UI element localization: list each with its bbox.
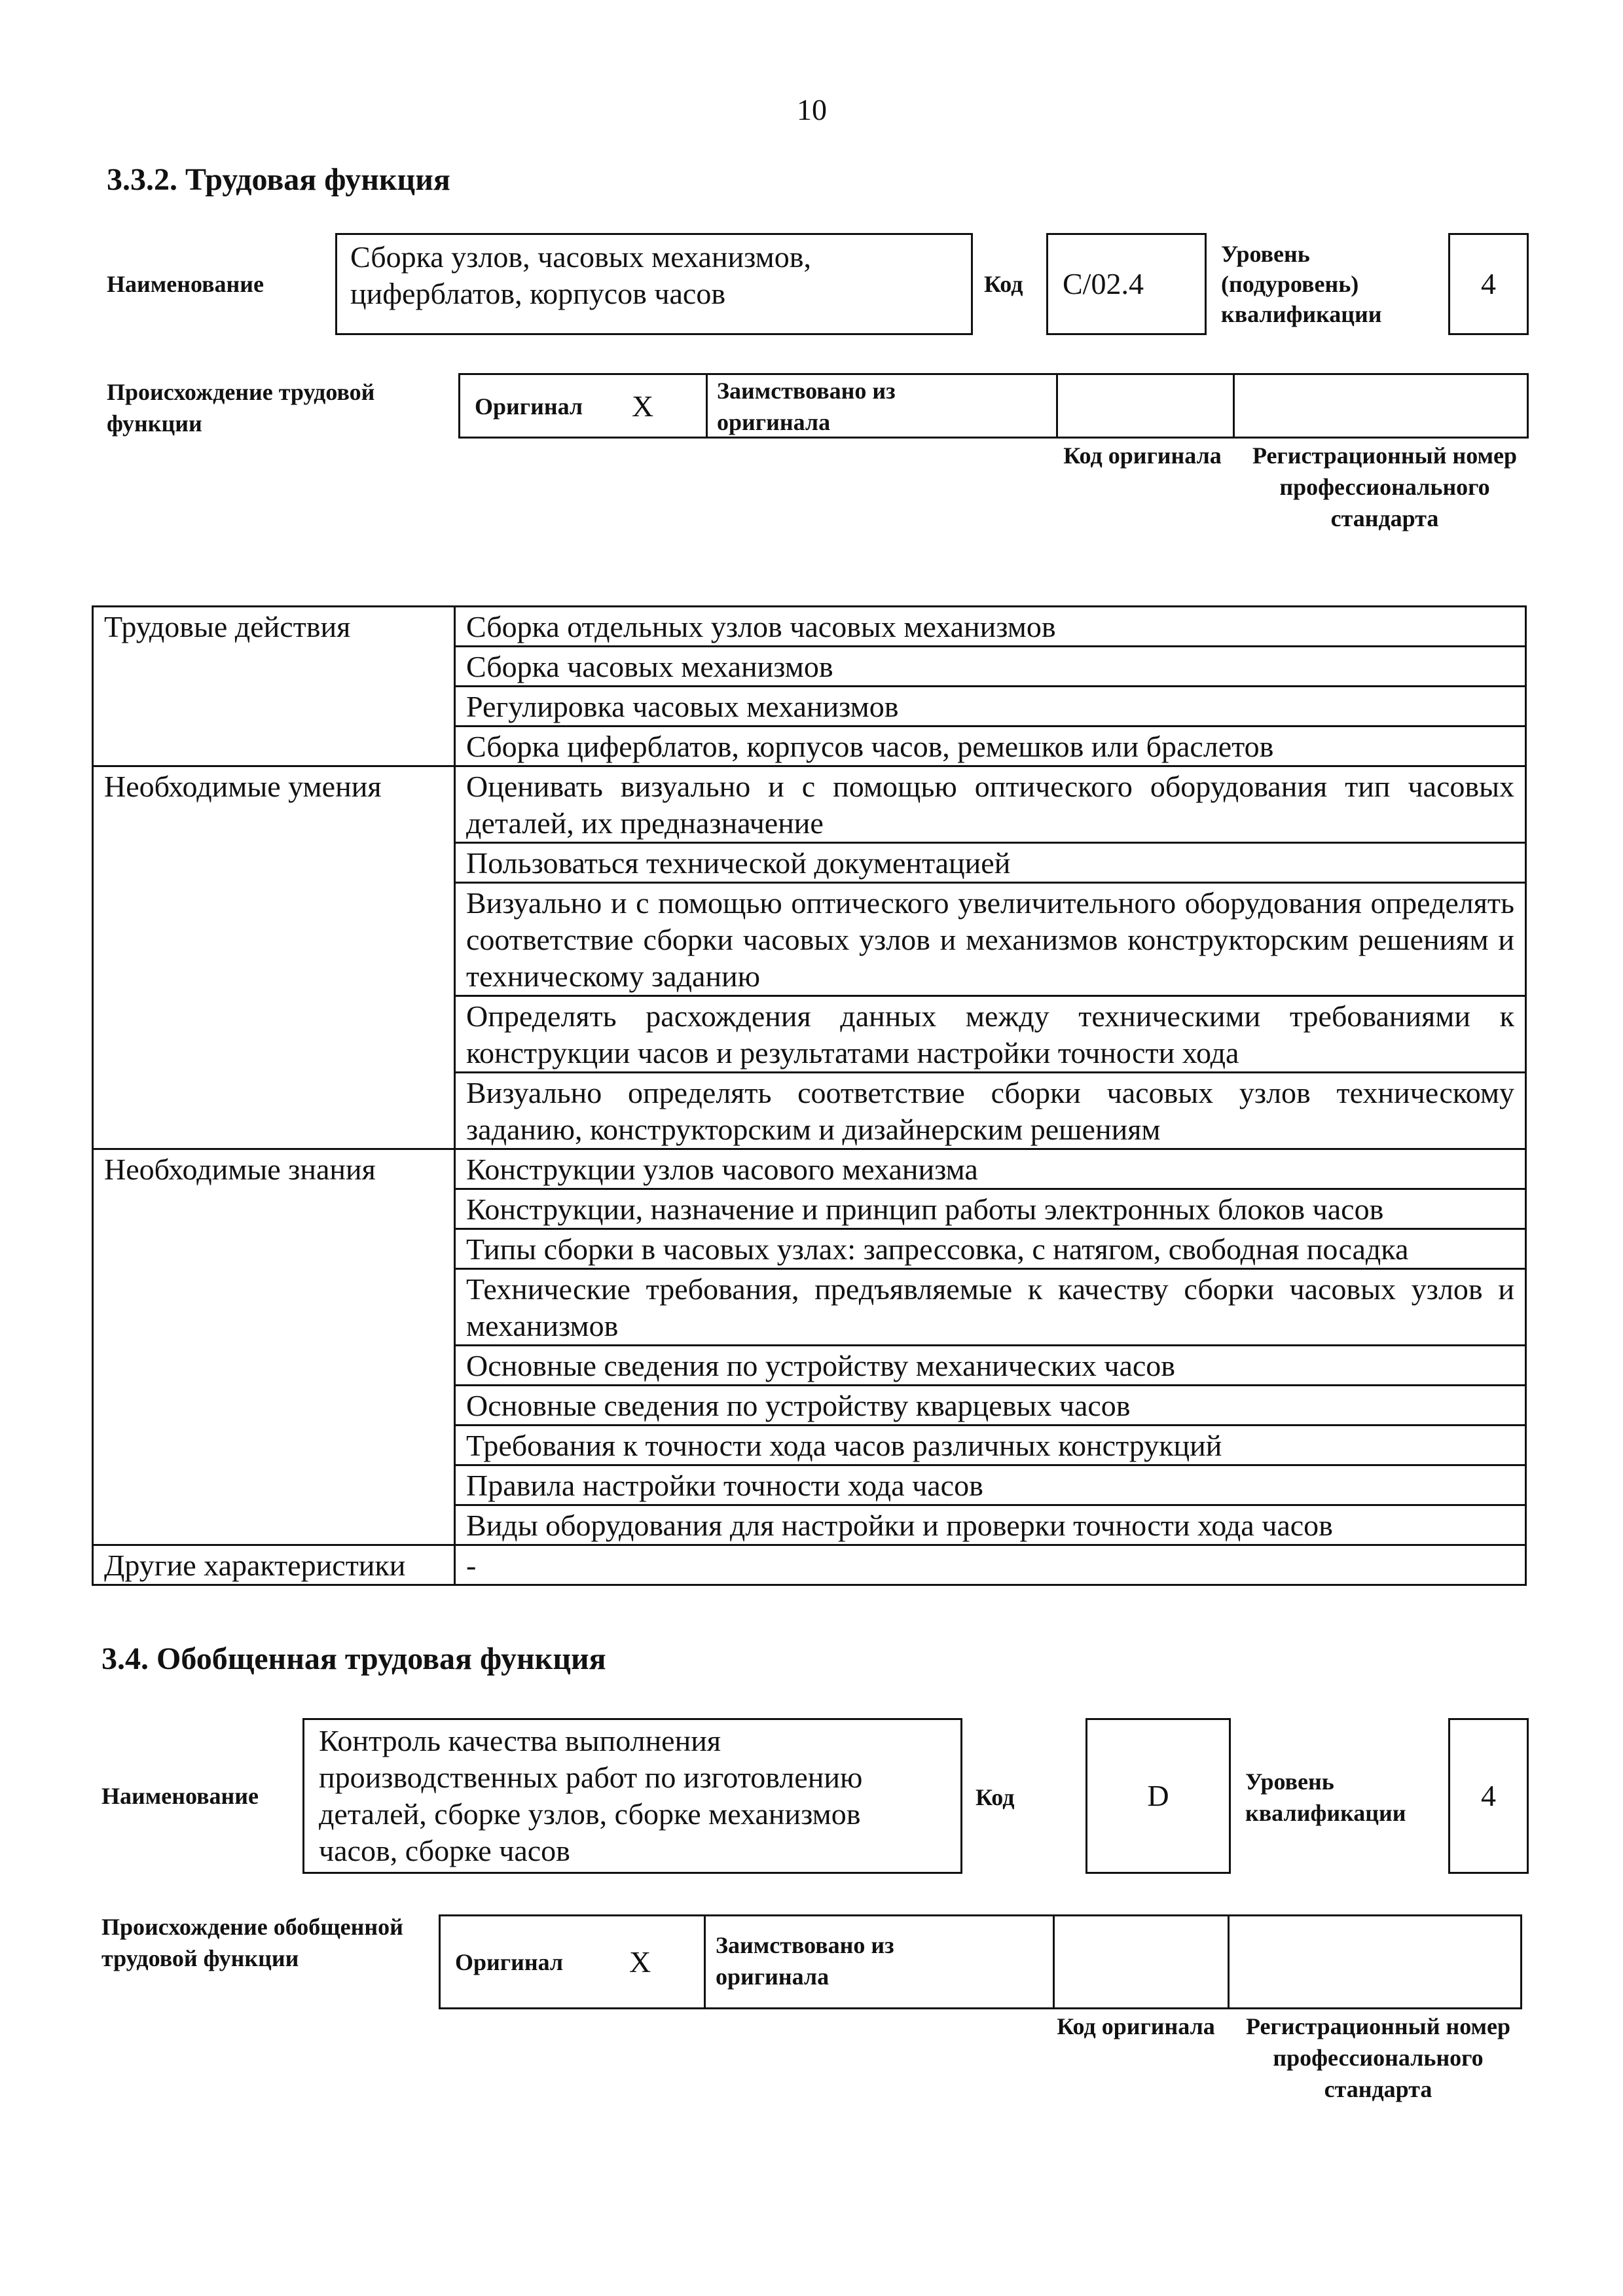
reg-number-label-34: Регистрационный номер профессионального стандарта — [1245, 2013, 1511, 2102]
table-cell: Определять расхождения данных между техническими требованиями к конструкции часов и результатами настройки точности хода — [455, 996, 1526, 1073]
table-cell: Визуально определять соответствие сборки часовых узлов техническому заданию, конструкторским и дизайнерским решениям — [455, 1073, 1526, 1149]
origin-divider-34-3 — [1228, 1916, 1230, 2007]
original-label-34: Оригинал — [455, 1949, 564, 1975]
name-label-34: Наименование — [101, 1783, 259, 1809]
table-row — [93, 607, 1526, 647]
origin-row-34 — [439, 1914, 1522, 2009]
reg-number-label: Регистрационный номер профессионального стандарта — [1252, 442, 1518, 531]
table-row — [93, 766, 1526, 843]
origin-divider-2 — [1056, 375, 1058, 437]
category-labor-actions: Трудовые действия — [93, 607, 455, 766]
level-value-field: 4 — [1448, 233, 1529, 335]
table-cell: Основные сведения по устройству кварцевых часов — [455, 1386, 1526, 1426]
table-cell: Требования к точности хода часов различных конструкций — [455, 1426, 1526, 1465]
original-label: Оригинал — [475, 393, 583, 420]
borrowed-label-34: Заимствовано из оригинала — [716, 1932, 894, 1990]
level-label-34: Уровень квалификации — [1245, 1768, 1406, 1826]
code-value-field-34: D — [1085, 1718, 1231, 1874]
code-label: Код — [984, 271, 1023, 297]
original-mark-34: X — [629, 1945, 651, 1979]
table-cell: Визуально и с помощью оптического увеличительного оборудования определять соответствие сборки часовых узлов и механизмов конструкторским решениям и техническому заданию — [455, 883, 1526, 996]
origin-divider-3 — [1233, 375, 1235, 437]
function-name-field-34: Контроль качества выполнения производственных работ по изготовлению деталей, сборке узлов, сборке механизмов часов, сборке часов — [302, 1718, 962, 1874]
table-cell: Сборка часовых механизмов — [455, 647, 1526, 687]
section-heading-332: 3.3.2. Трудовая функция — [107, 162, 450, 197]
origin-divider-34-2 — [1053, 1916, 1055, 2007]
table-cell: Типы сборки в часовых узлах: запрессовка, с натягом, свободная посадка — [455, 1229, 1526, 1269]
table-cell: Сборка отдельных узлов часовых механизмов — [455, 607, 1526, 647]
level-label: Уровень (подуровень) квалификации — [1221, 241, 1382, 327]
origin-divider-1 — [706, 375, 708, 437]
table-cell: Технические требования, предъявляемые к качеству сборки часовых узлов и механизмов — [455, 1269, 1526, 1346]
code-label-34: Код — [976, 1784, 1015, 1810]
original-code-label: Код оригинала — [1063, 442, 1222, 469]
origin-label-34: Происхождение обобщенной трудовой функции — [101, 1914, 403, 1971]
table-cell: Основные сведения по устройству механических часов — [455, 1346, 1526, 1386]
original-code-label-34: Код оригинала — [1057, 2013, 1215, 2039]
table-cell: - — [455, 1545, 1526, 1585]
category-required-knowledge: Необходимые знания — [93, 1149, 455, 1545]
original-mark: X — [632, 389, 654, 423]
section-heading-34: 3.4. Обобщенная трудовая функция — [101, 1641, 606, 1676]
function-details-table — [92, 605, 1527, 1586]
table-cell: Сборка циферблатов, корпусов часов, ремешков или браслетов — [455, 726, 1526, 766]
table-cell: Оценивать визуально и с помощью оптического оборудования тип часовых деталей, их предназначение — [455, 766, 1526, 843]
level-value-field-34: 4 — [1448, 1718, 1529, 1874]
table-row — [93, 1149, 1526, 1189]
origin-row — [458, 373, 1529, 439]
category-other: Другие характеристики — [93, 1545, 455, 1585]
table-cell: Конструкции узлов часового механизма — [455, 1149, 1526, 1189]
page-number: 10 — [797, 93, 827, 126]
function-name-field: Сборка узлов, часовых механизмов, циферблатов, корпусов часов — [335, 233, 973, 335]
table-cell: Виды оборудования для настройки и проверки точности хода часов — [455, 1505, 1526, 1545]
table-cell: Пользоваться технической документацией — [455, 843, 1526, 883]
table-cell: Конструкции, назначение и принцип работы электронных блоков часов — [455, 1189, 1526, 1229]
code-value-field: C/02.4 — [1046, 233, 1207, 335]
table-cell: Регулировка часовых механизмов — [455, 687, 1526, 726]
borrowed-label: Заимствовано из оригинала — [717, 378, 896, 435]
origin-label: Происхождение трудовой функции — [107, 379, 375, 437]
table-row — [93, 1545, 1526, 1585]
origin-divider-34-1 — [704, 1916, 706, 2007]
name-label: Наименование — [107, 271, 264, 297]
table-cell: Правила настройки точности хода часов — [455, 1465, 1526, 1505]
category-required-skills: Необходимые умения — [93, 766, 455, 1149]
